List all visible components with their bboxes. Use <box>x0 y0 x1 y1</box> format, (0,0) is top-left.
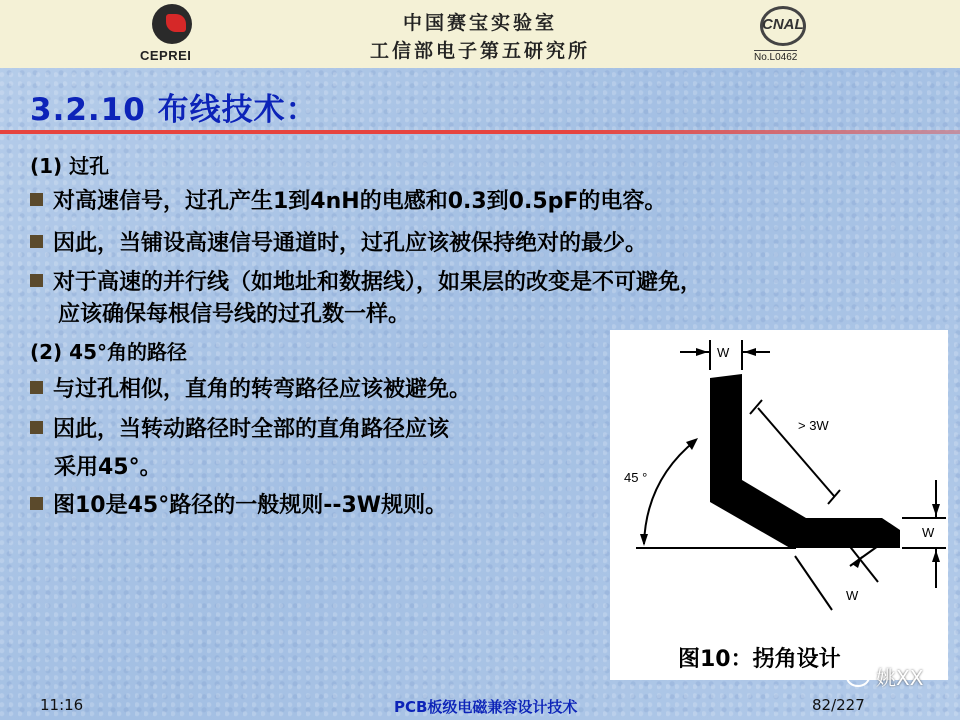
bullet-item-5-text-line1: 因此，当转动路径时全部的直角路径应该 <box>53 417 450 442</box>
bullet-item-4 <box>30 372 471 403</box>
bullet-item-2 <box>30 226 647 257</box>
section1-heading: (1) 过孔 <box>30 154 110 178</box>
bullet-item-4-text: 与过孔相似，直角的转弯路径应该被避免。 <box>53 377 472 402</box>
figure-label-w-right: W <box>922 525 935 540</box>
bullet-square-icon <box>30 235 43 248</box>
bullet-square-icon <box>30 421 43 434</box>
cnal-logo <box>752 6 816 64</box>
cnal-logo-number: No.L0462 <box>754 52 798 63</box>
figure-label-3w: > 3W <box>798 418 829 433</box>
figure-label-w-top: W <box>717 345 730 360</box>
bullet-square-icon <box>30 497 43 510</box>
figure-caption: 图10：拐角设计 <box>678 647 841 672</box>
header-title-line2: 工信部电子第五研究所 <box>369 40 590 62</box>
footer-page-number: 82/227 <box>812 696 865 714</box>
watermark-text: 姚XX <box>876 666 924 690</box>
figure-label-45-degree: 45 ° <box>624 470 648 485</box>
section2-heading: (2) 45°角的路径 <box>30 340 187 364</box>
bullet-item-2-text: 因此，当铺设高速信号通道时，过孔应该被保持绝对的最少。 <box>53 231 648 256</box>
bullet-item-5-text-line2: 采用45°。 <box>54 455 162 480</box>
figure-10-corner-design <box>610 330 948 680</box>
bullet-item-6-text: 图10是45°路径的一般规则--3W规则。 <box>53 493 448 518</box>
watermark <box>846 662 923 691</box>
bullet-item-3-text-line1: 对于高速的并行线（如地址和数据线），如果层的改变是不可避免， <box>53 270 703 295</box>
bullet-item-5 <box>30 412 449 443</box>
slide-title: 3.2.10 布线技术： <box>30 92 318 128</box>
bullet-square-icon <box>30 274 43 287</box>
wechat-icon <box>846 667 870 687</box>
header-title-line1: 中国赛宝实验室 <box>402 12 557 34</box>
bullet-item-3-text-line2: 应该确保每根信号线的过孔数一样。 <box>58 302 411 327</box>
footer-time: 11:16 <box>40 696 84 714</box>
bullet-square-icon <box>30 381 43 394</box>
ceprei-logo-text: CEPREI <box>140 48 192 63</box>
bullet-square-icon <box>30 193 43 206</box>
title-divider <box>0 130 960 134</box>
figure-label-w-bottom: W <box>846 588 859 603</box>
ceprei-logo <box>140 4 220 64</box>
bullet-item-1-text: 对高速信号，过孔产生1到4nH的电感和0.3到0.5pF的电容。 <box>53 189 667 214</box>
cnal-logo-text: CNAL <box>762 16 804 33</box>
slide-header <box>0 0 960 68</box>
bullet-item-1 <box>30 184 666 215</box>
bullet-item-6 <box>30 488 447 519</box>
bullet-item-3 <box>30 265 702 296</box>
ceprei-logo-mark-icon <box>152 4 192 44</box>
corner-trace-diagram <box>610 330 948 680</box>
footer-course-title: PCB板级电磁兼容设计技术 <box>394 698 578 716</box>
